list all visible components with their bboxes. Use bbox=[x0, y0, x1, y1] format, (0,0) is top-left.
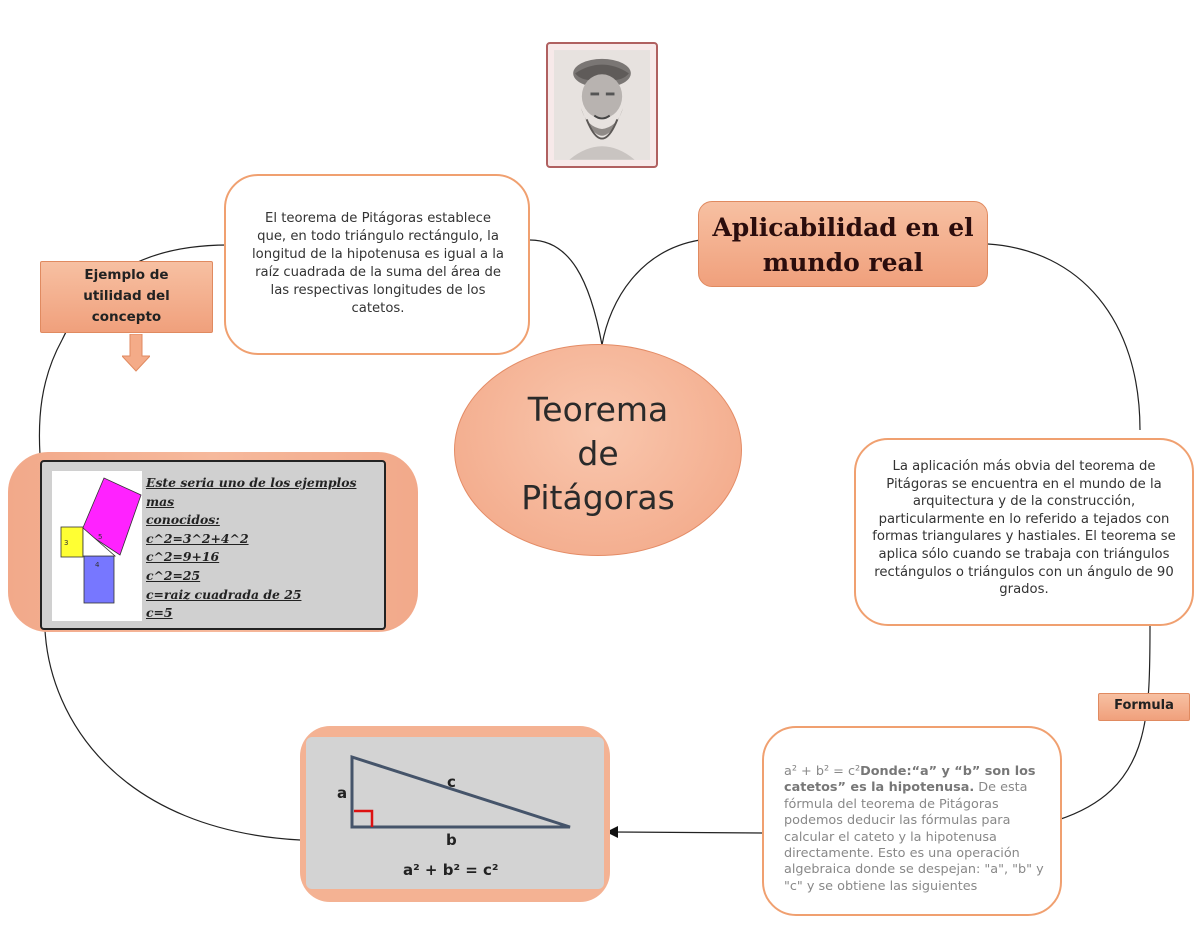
formula-label-text: Formula bbox=[1114, 698, 1174, 713]
right-angle-marker bbox=[354, 811, 372, 827]
example-line-7: c=5 bbox=[146, 605, 173, 621]
example-line-2: conocidos: bbox=[146, 512, 220, 528]
example-text bbox=[146, 474, 382, 623]
example-line-6: c=raiz cuadrada de 25 bbox=[146, 586, 302, 602]
connector-example-to-triangle bbox=[45, 630, 300, 840]
applicability-title-line1: Aplicabilidad en el bbox=[712, 213, 974, 242]
figure-label-4: 4 bbox=[95, 561, 100, 569]
pythagoras-squares-figure bbox=[52, 471, 142, 621]
example-line-1: Este seria uno de los ejemplos mas bbox=[146, 475, 357, 509]
triangle-equation: a² + b² = c² bbox=[403, 861, 499, 879]
pythagoras-portrait bbox=[546, 42, 658, 168]
example-line-4: c^2=9+16 bbox=[146, 549, 220, 565]
definition-text: El teorema de Pitágoras establece que, en todo triángulo rectángulo, la longitud de la hipotenusa es igual a la raíz cuadrada de la suma del área de las respectivas longitudes de los catetos. bbox=[252, 211, 504, 316]
central-title-line1: Teorema bbox=[527, 390, 669, 429]
triangle-label-c: c bbox=[447, 773, 456, 791]
applicability-text: La aplicación más obvia del teorema de Pitágoras se encuentra en el mundo de la arquitectura y de la construcción, particularmente en lo referido a tejados con formas triangulares y hastiales. El teorema se aplica sólo cuando se trabaja con triángulos rectángulos o triángulos con un ángulo de 90 grados. bbox=[872, 459, 1176, 598]
formula-bold: Donde:“a” y “b” son los catetos” es la hipotenusa. bbox=[784, 764, 1036, 796]
example-label-text bbox=[40, 265, 213, 328]
formula-text bbox=[784, 764, 1046, 895]
example-figure bbox=[52, 471, 142, 621]
central-title-line3: Pitágoras bbox=[521, 478, 675, 517]
connector-left-to-example bbox=[39, 340, 62, 455]
connector-central-to-applicability bbox=[602, 240, 700, 345]
applicability-title bbox=[698, 210, 988, 280]
formula-description: De esta fórmula del teorema de Pitágoras podemos deducir las fórmulas para calcular el cateto y la hipotenusa directamente. Esto es una operación algebraica donde se despejan: "a", "b" y "c" y se obtiene las siguientes bbox=[784, 780, 1044, 894]
connector-right-to-formula bbox=[1058, 625, 1150, 820]
central-topic-title bbox=[454, 388, 742, 520]
connector-central-to-definition bbox=[530, 240, 602, 345]
triangle-card bbox=[306, 737, 604, 889]
example-label-line3: concepto bbox=[91, 309, 162, 325]
connector-formula-to-triangle bbox=[612, 832, 762, 833]
example-line-3: c^2=3^2+4^2 bbox=[146, 530, 249, 546]
example-line-5: c^2=25 bbox=[146, 567, 201, 583]
formula-intro: a² + b² = c² bbox=[784, 764, 861, 779]
pythagoras-bust-icon bbox=[554, 50, 650, 160]
triangle-shape bbox=[352, 757, 570, 827]
right-triangle-diagram bbox=[306, 737, 604, 889]
figure-label-3: 3 bbox=[64, 539, 69, 547]
triangle-label-a: a bbox=[337, 784, 348, 802]
figure-label-5: 5 bbox=[98, 533, 103, 541]
down-arrow-icon bbox=[122, 334, 150, 372]
example-label-line1: Ejemplo de bbox=[84, 267, 169, 283]
example-label-line2: utilidad del bbox=[83, 288, 170, 304]
central-title-line2: de bbox=[577, 434, 619, 473]
applicability-title-line2: mundo real bbox=[762, 248, 924, 277]
connector-applicability-to-right bbox=[988, 244, 1140, 430]
triangle-label-b: b bbox=[446, 831, 457, 849]
